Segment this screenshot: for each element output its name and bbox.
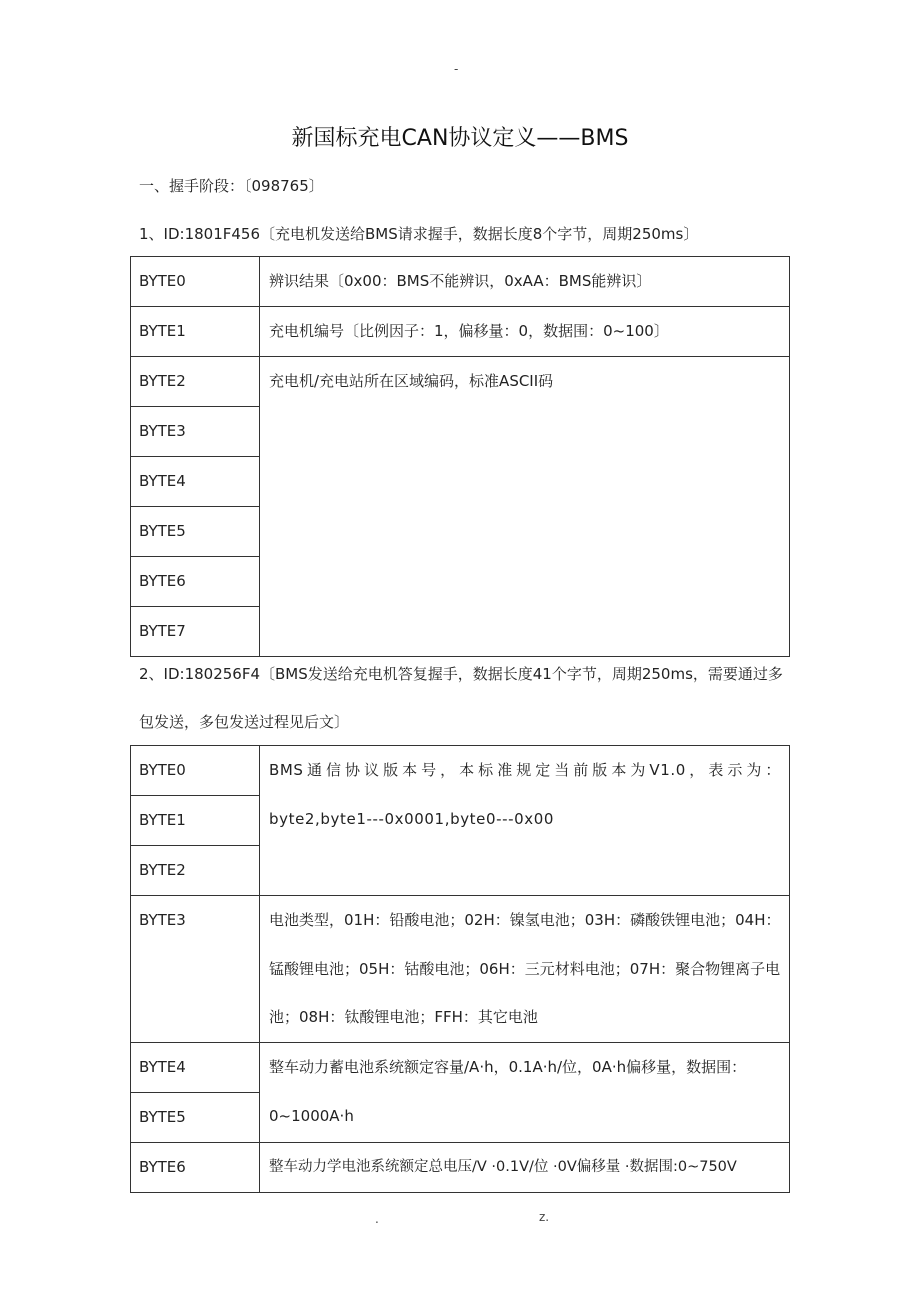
byte-cell: BYTE5	[131, 1092, 260, 1142]
byte-cell: BYTE1	[131, 307, 260, 357]
message1-heading: 1、ID:1801F456〔充电机发送给BMS请求握手，数据长度8个字节，周期250ms〕	[139, 225, 699, 243]
table-row	[131, 896, 790, 1043]
document-title: 新国标充电CAN协议定义——BMS	[291, 126, 629, 151]
table-row	[131, 257, 790, 307]
description-cell: 充电机/充电站所在区域编码，标准ASCII码	[260, 357, 790, 657]
footer-mark-left: .	[375, 1212, 379, 1226]
byte-cell: BYTE1	[131, 796, 260, 846]
section-heading-handshake: 一、握手阶段：〔098765〕	[139, 177, 324, 195]
byte-cell: BYTE6	[131, 557, 260, 607]
description-cell: 辨识结果〔0x00：BMS不能辨识，0xAA：BMS能辨识〕	[260, 257, 790, 307]
description-cell: BMS通信协议版本号，本标准规定当前版本为V1.0，表示为：byte2,byte1---0x0001,byte0---0x00	[260, 746, 790, 896]
byte-cell: BYTE0	[131, 746, 260, 796]
description-cell: 电池类型，01H：铅酸电池；02H：镍氢电池；03H：磷酸铁锂电池；04H：锰酸锂电池；05H：钴酸电池；06H：三元材料电池；07H：聚合物锂离子电池；08H：钛酸锂电池；FFH：其它电池	[260, 896, 790, 1043]
table-row	[131, 746, 790, 796]
byte-cell: BYTE5	[131, 507, 260, 557]
byte-cell: BYTE6	[131, 1142, 260, 1192]
byte-cell: BYTE0	[131, 257, 260, 307]
byte-cell: BYTE2	[131, 846, 260, 896]
table-row	[131, 307, 790, 357]
footer-mark-right: z.	[539, 1210, 550, 1224]
byte-cell: BYTE3	[131, 896, 260, 1043]
byte-cell: BYTE3	[131, 407, 260, 457]
message2-table	[130, 745, 790, 1193]
byte-cell: BYTE2	[131, 357, 260, 407]
byte-cell: BYTE4	[131, 457, 260, 507]
table-row	[131, 1042, 790, 1092]
description-cell: 整车动力蓄电池系统额定容量/A·h，0.1A·h/位，0A·h偏移量，数据围：0~1000A·h	[260, 1042, 790, 1142]
byte-cell: BYTE4	[131, 1042, 260, 1092]
byte-cell: BYTE7	[131, 607, 260, 657]
table-row	[131, 1142, 790, 1192]
message1-table	[130, 256, 790, 657]
description-cell: 整车动力学电池系统额定总电压/V ·0.1V/位 ·0V偏移量 ·数据围:0~750V	[260, 1142, 790, 1192]
table-row	[131, 357, 790, 407]
message2-heading: 2、ID:180256F4〔BMS发送给充电机答复握手，数据长度41个字节，周期250ms，需要通过多包发送，多包发送过程见后文〕	[139, 665, 783, 731]
description-cell: 充电机编号〔比例因子：1，偏移量：0，数据围：0~100〕	[260, 307, 790, 357]
header-mark: -	[454, 62, 459, 76]
